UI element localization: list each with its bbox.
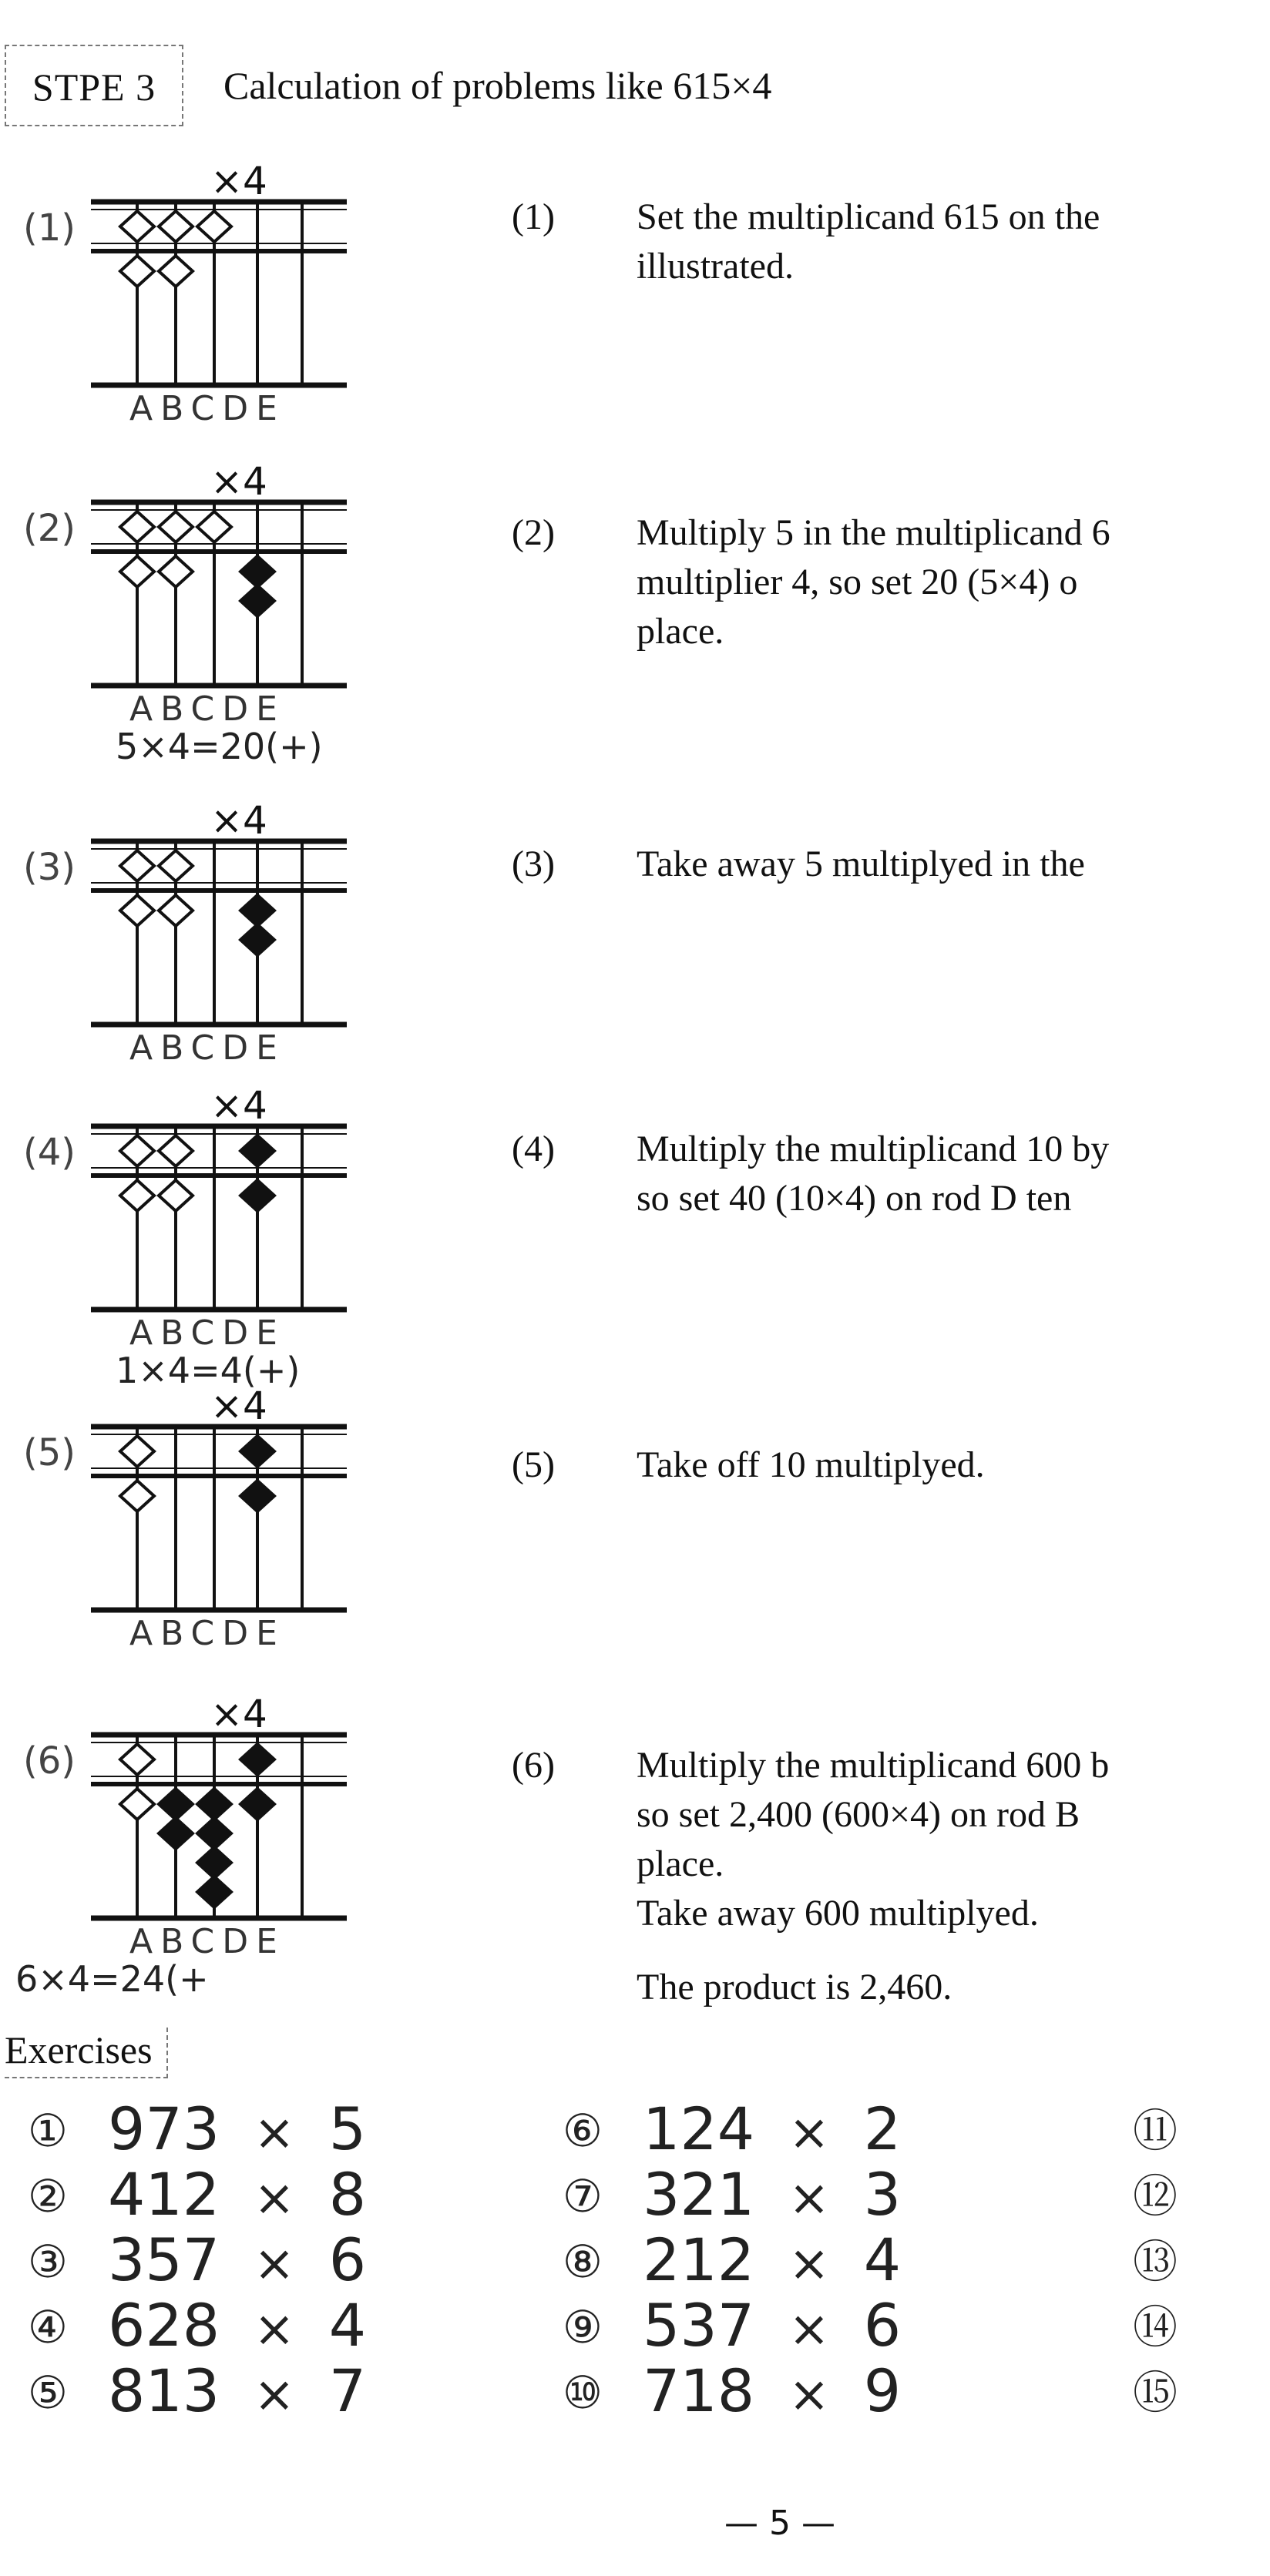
exercise-item — [563, 2357, 901, 2429]
heaven-bead — [159, 512, 193, 542]
earth-bead — [197, 1877, 231, 1907]
exercise-number: ⑪ — [1133, 2105, 1178, 2157]
multiplier-label: ×4 — [210, 1384, 267, 1428]
multiplicand: 357 — [108, 2225, 220, 2294]
exercise-item — [1133, 2226, 1213, 2296]
step-text-line: place. — [637, 611, 724, 652]
rod-labels: ABCDE — [129, 389, 285, 428]
earth-bead — [240, 924, 274, 955]
step-number: (3) — [512, 844, 555, 884]
earth-bead — [240, 895, 274, 926]
exercise-item — [28, 2095, 366, 2167]
multiplicand: 537 — [643, 2291, 755, 2360]
multiplier: 4 — [328, 2291, 367, 2360]
multiplier: 5 — [328, 2095, 367, 2163]
exercise-number: ⑮ — [1133, 2366, 1178, 2419]
exercise-item — [1133, 2095, 1213, 2165]
earth-bead — [159, 1180, 193, 1211]
exercise-number: ⑬ — [1133, 2236, 1178, 2288]
rod-labels: ABCDE — [129, 1028, 285, 1068]
figure-step-number: (3) — [23, 846, 76, 889]
exercise-item — [28, 2226, 366, 2298]
figure-step-number: (6) — [23, 1739, 76, 1783]
exercise-item — [563, 2095, 901, 2167]
abacus-figure — [0, 1379, 478, 1687]
earth-bead — [120, 1180, 154, 1211]
heaven-bead — [120, 512, 154, 542]
earth-bead — [159, 256, 193, 287]
earth-bead — [240, 585, 274, 616]
earth-bead — [120, 1789, 154, 1820]
exercise-number: ① — [28, 2105, 68, 2157]
times-sign: × — [254, 2170, 295, 2227]
step-text-line: place. — [637, 1843, 724, 1884]
multiplier-label: ×4 — [210, 459, 267, 504]
heaven-bead — [120, 1436, 154, 1467]
abacus-figure — [0, 1687, 478, 2000]
exercise-item — [1133, 2161, 1213, 2230]
earth-bead — [159, 556, 193, 587]
multiplicand: 973 — [108, 2095, 220, 2163]
step-text-line: Set the multiplicand 615 on the — [637, 196, 1100, 237]
step-number: (1) — [512, 196, 555, 237]
multiplicand: 813 — [108, 2356, 220, 2425]
earth-bead — [240, 556, 274, 587]
times-sign: × — [788, 2170, 830, 2227]
earth-bead — [197, 1789, 231, 1820]
times-sign: × — [254, 2236, 295, 2293]
times-sign: × — [788, 2236, 830, 2293]
heaven-bead — [120, 850, 154, 881]
exercise-number: ⑧ — [563, 2236, 603, 2288]
page-title: Calculation of problems like 615×4 — [223, 64, 772, 107]
formula-label: 5×4=20(+) — [116, 726, 323, 767]
exercise-number: ⑩ — [563, 2366, 603, 2419]
step-text-line: illustrated. — [637, 246, 794, 287]
page-header — [0, 45, 1270, 129]
times-sign: × — [788, 2366, 830, 2423]
heaven-bead — [120, 1135, 154, 1166]
step-text-line: Take away 5 multiplyed in the — [637, 844, 1085, 884]
multiplier: 8 — [328, 2160, 367, 2229]
times-sign: × — [788, 2105, 830, 2162]
abacus-figure — [0, 154, 478, 462]
exercise-number: ④ — [28, 2301, 68, 2353]
earth-bead — [240, 1481, 274, 1511]
times-sign: × — [254, 2366, 295, 2423]
multiplier: 9 — [863, 2356, 902, 2425]
step-text-line: Multiply the multiplicand 600 b — [637, 1745, 1110, 1786]
earth-bead — [240, 1180, 274, 1211]
figure-step-number: (1) — [23, 206, 76, 250]
multiplicand: 628 — [108, 2291, 220, 2360]
earth-bead — [120, 556, 154, 587]
heaven-bead — [120, 1744, 154, 1775]
figure-step-number: (5) — [23, 1431, 76, 1474]
multiplicand: 124 — [643, 2095, 755, 2163]
earth-bead — [197, 1847, 231, 1878]
exercise-number: ② — [28, 2170, 68, 2222]
step-text-line: so set 40 (10×4) on rod D ten — [637, 1178, 1072, 1219]
exercise-number: ⑭ — [1133, 2301, 1178, 2353]
step-number: (4) — [512, 1129, 555, 1169]
heaven-bead — [240, 1436, 274, 1467]
exercises-grid — [0, 2095, 1270, 2442]
exercise-item — [563, 2226, 901, 2298]
exercise-item — [563, 2292, 901, 2363]
step-text-line: multiplier 4, so set 20 (5×4) o — [637, 562, 1078, 602]
abacus-figure — [0, 1078, 478, 1391]
step-text-line: Multiply 5 in the multiplicand 6 — [637, 512, 1110, 553]
formula-label: 1×4=4(+) — [116, 1350, 301, 1391]
exercise-number: ⑨ — [563, 2301, 603, 2353]
figure-step-number: (4) — [23, 1131, 76, 1174]
earth-bead — [240, 1789, 274, 1820]
earth-bead — [197, 1818, 231, 1849]
multiplier: 2 — [863, 2095, 902, 2163]
step-text-line: Take away 600 multiplyed. — [637, 1893, 1039, 1934]
exercise-item — [28, 2357, 366, 2429]
times-sign: × — [788, 2301, 830, 2358]
earth-bead — [159, 895, 193, 926]
rod-labels: ABCDE — [129, 1614, 285, 1653]
exercise-item — [28, 2292, 366, 2363]
figure-step-number: (2) — [23, 507, 76, 550]
heaven-bead — [240, 1135, 274, 1166]
exercise-number: ③ — [28, 2236, 68, 2288]
multiplier-label: ×4 — [210, 1083, 267, 1128]
step-label: STPE 3 — [5, 45, 183, 126]
earth-bead — [159, 1818, 193, 1849]
times-sign: × — [254, 2301, 295, 2358]
multiplier-label: ×4 — [210, 1692, 267, 1736]
multiplier-label: ×4 — [210, 159, 267, 203]
exercise-item — [563, 2161, 901, 2232]
earth-bead — [120, 895, 154, 926]
multiplicand: 321 — [643, 2160, 755, 2229]
rod-labels: ABCDE — [129, 1922, 285, 1961]
step-number: (6) — [512, 1745, 555, 1786]
exercise-number: ⑫ — [1133, 2170, 1178, 2222]
multiplicand: 718 — [643, 2356, 755, 2425]
multiplier: 3 — [863, 2160, 902, 2229]
exercise-number: ⑤ — [28, 2366, 68, 2419]
step-number: (5) — [512, 1444, 555, 1485]
step-text-line: Multiply the multiplicand 10 by — [637, 1129, 1110, 1169]
heaven-bead — [240, 1744, 274, 1775]
heaven-bead — [159, 850, 193, 881]
rod-labels: ABCDE — [129, 1313, 285, 1353]
rod-labels: ABCDE — [129, 689, 285, 729]
multiplier: 6 — [328, 2225, 367, 2294]
multiplicand: 212 — [643, 2225, 755, 2294]
exercise-number: ⑦ — [563, 2170, 603, 2222]
heaven-bead — [197, 211, 231, 242]
heaven-bead — [159, 211, 193, 242]
step-text-line: Take off 10 multiplyed. — [637, 1444, 985, 1485]
times-sign: × — [254, 2105, 295, 2162]
step-number: (2) — [512, 512, 555, 553]
formula-label: 6×4=24(+ — [15, 1958, 209, 2000]
exercises-title: Exercises — [5, 2028, 168, 2078]
exercise-item — [1133, 2357, 1213, 2427]
earth-bead — [120, 256, 154, 287]
heaven-bead — [120, 211, 154, 242]
step-text-line: so set 2,400 (600×4) on rod B — [637, 1794, 1080, 1835]
multiplier-label: ×4 — [210, 798, 267, 843]
product-line: The product is 2,460. — [637, 1967, 953, 2007]
abacus-figure — [0, 793, 478, 1102]
heaven-bead — [159, 1135, 193, 1166]
exercise-number: ⑥ — [563, 2105, 603, 2157]
multiplier: 4 — [863, 2225, 902, 2294]
exercise-item — [1133, 2292, 1213, 2361]
multiplicand: 412 — [108, 2160, 220, 2229]
abacus-figure — [0, 454, 478, 767]
earth-bead — [159, 1789, 193, 1820]
earth-bead — [120, 1481, 154, 1511]
multiplier: 6 — [863, 2291, 902, 2360]
exercise-item — [28, 2161, 366, 2232]
multiplier: 7 — [328, 2356, 367, 2425]
heaven-bead — [197, 512, 231, 542]
